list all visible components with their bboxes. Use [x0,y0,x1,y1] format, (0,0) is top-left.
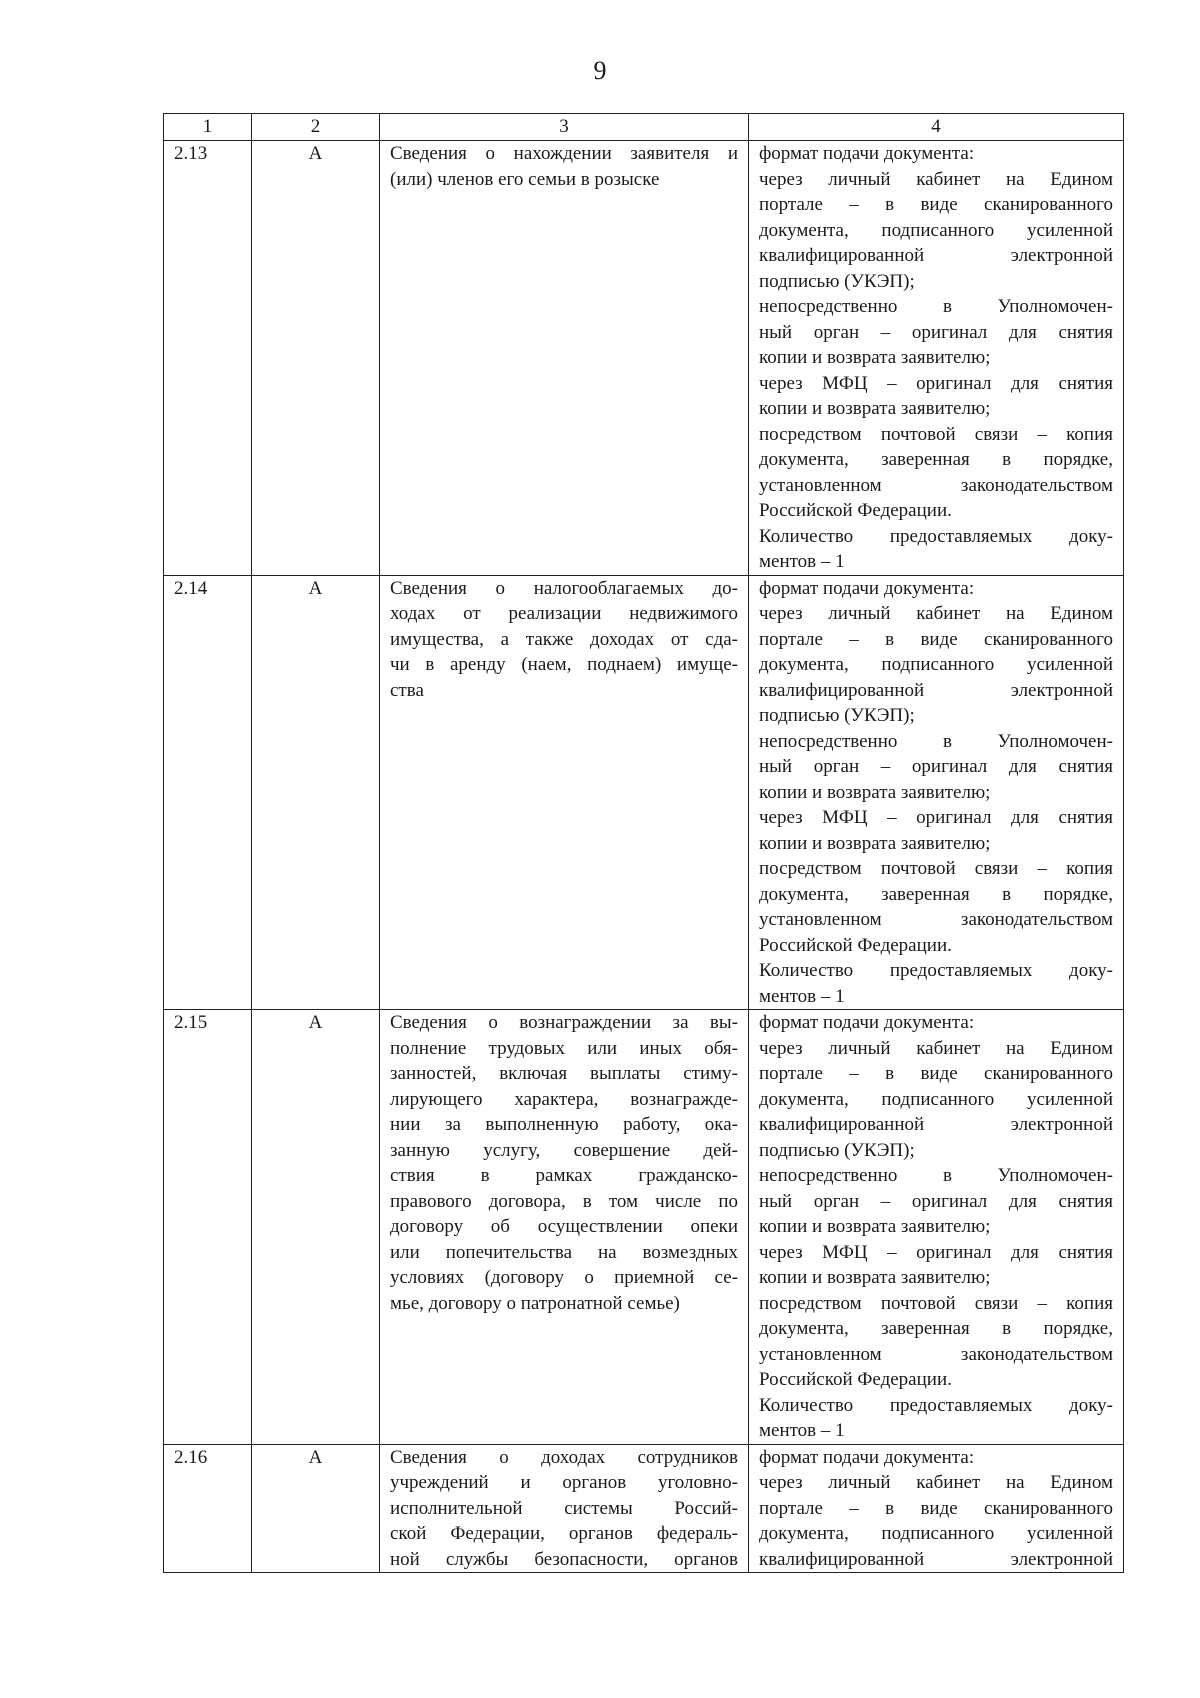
format-line: посредством почтовой связи – копия [759,1292,1113,1314]
format-line: ный орган – оригинал для снятия [759,321,1113,343]
format-line: документа, подписанного усиленной [759,1523,1113,1544]
description-line: лирующего характера, вознагражде- [390,1088,738,1110]
description-line: полнение трудовых или иных обя- [390,1037,738,1059]
format-line: копии и возврата заявителю; [759,1216,991,1237]
format-line: документа, подписанного усиленной [759,654,1113,675]
format-line: через личный кабинет на Едином [759,603,1113,624]
description-line: Сведения о вознаграждении за вы- [390,1012,738,1033]
row-code: А [252,575,380,1010]
description-line: Сведения о налогооблагаемых до- [390,577,738,599]
format-line: через личный кабинет на Едином [759,1037,1113,1059]
format-line: портале – в виде сканированного [759,1497,1113,1519]
description-line: чи в аренду (наем, поднаем) имуще- [390,654,738,675]
description-line: занностей, включая выплаты стиму- [390,1063,738,1084]
description-line: мье, договору о патронатной семье) [390,1292,680,1314]
format-line: квалифицированной электронной [759,245,1113,266]
row-code: А [252,1444,380,1573]
format-line: копии и возврата заявителю; [759,832,991,854]
description-line: учреждений и органов уголовно- [390,1472,738,1493]
format-line: формат подачи документа: [759,1446,975,1468]
format-line: формат подачи документа: [759,143,975,164]
format-line: ный орган – оригинал для снятия [759,756,1113,777]
row-description [380,1444,749,1573]
row-submission-format [749,1010,1124,1445]
row-code: А [252,1010,380,1445]
row-submission-format [749,1444,1124,1573]
format-line: формат подачи документа: [759,577,975,599]
column-header-3: 3 [380,114,749,141]
format-line: ментов – 1 [759,1420,845,1441]
format-line: ментов – 1 [759,985,845,1007]
format-line: через личный кабинет на Едином [759,1472,1113,1493]
format-line: копии и возврата заявителю; [759,1267,991,1288]
table-body [164,141,1124,1573]
format-line: непосредственно в Уполномочен- [759,296,1113,317]
format-line: квалифицированной электронной [759,1114,1113,1135]
row-submission-format [749,141,1124,576]
description-line: имущества, а также доходах от сда- [390,628,738,650]
row-description [380,141,749,576]
format-line: непосредственно в Уполномочен- [759,1165,1113,1186]
format-line: формат подачи документа: [759,1012,975,1033]
format-line: Количество предоставляемых доку- [759,960,1113,981]
description-line: Сведения о доходах сотрудников [390,1446,738,1468]
row-number: 2.14 [164,575,252,1010]
format-line: копии и возврата заявителю; [759,398,991,419]
format-line: копии и возврата заявителю; [759,347,991,368]
table-header-row [164,114,1124,141]
description-line: Сведения о нахождении заявителя и [390,143,738,164]
format-line: через личный кабинет на Едином [759,168,1113,190]
description-line: нии за выполненную работу, ока- [390,1114,738,1135]
row-number: 2.13 [164,141,252,576]
format-line: Российской Федерации. [759,1369,952,1390]
format-line: Российской Федерации. [759,934,952,956]
table-row [164,1010,1124,1445]
format-line: документа, заверенная в порядке, [759,1318,1113,1339]
row-number: 2.15 [164,1010,252,1445]
description-line: ства [390,679,424,701]
format-line: документа, подписанного усиленной [759,1088,1113,1110]
format-line: документа, заверенная в порядке, [759,883,1113,905]
format-line: посредством почтовой связи – копия [759,858,1113,879]
column-header-4: 4 [749,114,1124,141]
row-code: А [252,141,380,576]
format-line: посредством почтовой связи – копия [759,423,1113,445]
format-line: документа, заверенная в порядке, [759,449,1113,470]
format-line: установленном законодательством [759,1343,1113,1365]
description-line: ной службы безопасности, органов [390,1548,738,1570]
description-line: ствия в рамках гражданско- [390,1165,738,1186]
format-line: Российской Федерации. [759,500,952,521]
column-header-2: 2 [252,114,380,141]
description-line: ходах от реализации недвижимого [390,603,738,624]
table-row [164,141,1124,576]
format-line: портале – в виде сканированного [759,1063,1113,1084]
format-line: квалифицированной электронной [759,1548,1113,1570]
format-line: подписью (УКЭП); [759,1139,915,1161]
format-line: ментов – 1 [759,551,845,572]
description-line: исполнительной системы Россий- [390,1497,738,1519]
description-line: занную услугу, совершение дей- [390,1139,738,1161]
format-line: через МФЦ – оригинал для снятия [759,807,1113,828]
format-line: подписью (УКЭП); [759,705,915,726]
format-line: Количество предоставляемых доку- [759,1394,1113,1416]
format-line: квалифицированной электронной [759,679,1113,701]
format-line: через МФЦ – оригинал для снятия [759,1241,1113,1263]
format-line: непосредственно в Уполномочен- [759,730,1113,752]
description-line: ской Федерации, органов федераль- [390,1523,738,1544]
format-line: Количество предоставляемых доку- [759,525,1113,547]
table-row [164,1444,1124,1573]
format-line: документа, подписанного усиленной [759,219,1113,241]
row-submission-format [749,575,1124,1010]
format-line: портале – в виде сканированного [759,194,1113,215]
page-number: 9 [593,56,607,85]
row-description [380,575,749,1010]
description-line: или попечительства на возмездных [390,1241,738,1263]
description-line: (или) членов его семьи в розыске [390,168,660,190]
row-number: 2.16 [164,1444,252,1573]
description-line: правового договора, в том числе по [390,1190,738,1212]
description-line: условиях (договору о приемной се- [390,1267,738,1288]
format-line: подписью (УКЭП); [759,270,915,292]
format-line: установленном законодательством [759,474,1113,496]
format-line: установленном законодательством [759,909,1113,930]
document-table [163,113,1124,1573]
format-line: портале – в виде сканированного [759,628,1113,650]
column-header-1: 1 [164,114,252,141]
format-line: копии и возврата заявителю; [759,781,991,803]
format-line: ный орган – оригинал для снятия [759,1190,1113,1212]
table-row [164,575,1124,1010]
description-line: договору об осуществлении опеки [390,1216,738,1237]
format-line: через МФЦ – оригинал для снятия [759,372,1113,394]
row-description [380,1010,749,1445]
